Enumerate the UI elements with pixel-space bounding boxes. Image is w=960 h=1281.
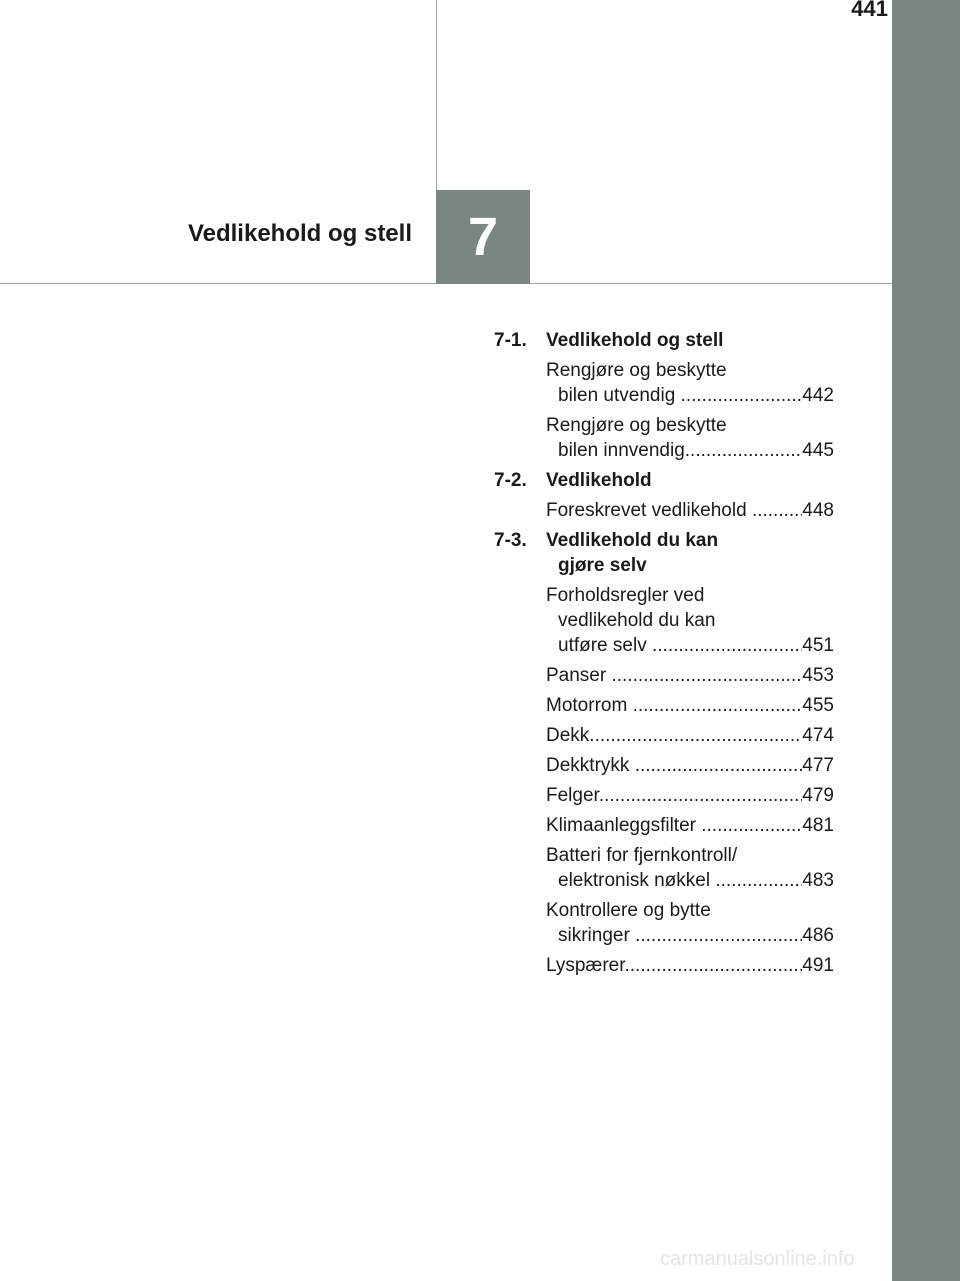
entry-label: utføre selv ..... [558, 633, 802, 658]
toc-entry[interactable] [546, 813, 834, 838]
toc-entry[interactable] [546, 843, 834, 893]
entry-text-line: Forholdsregler ved [546, 585, 705, 606]
entry-last-line [546, 753, 834, 778]
entry-last-line [546, 868, 834, 893]
section-number: 7-3. [494, 530, 527, 551]
entry-page-number: 483 [802, 870, 834, 891]
toc-entry[interactable] [546, 693, 834, 718]
section-heading [494, 528, 834, 578]
toc-entry[interactable] [546, 953, 834, 978]
page-number: 441 [851, 0, 888, 21]
entry-page-number: 481 [802, 815, 834, 836]
table-of-contents [494, 328, 834, 983]
section-number: 7-2. [494, 470, 527, 491]
section-title [546, 528, 718, 578]
entry-label: Lyspærer ..... [546, 953, 802, 978]
entry-last-line [546, 783, 834, 808]
entry-text-line: vedlikehold du kan [558, 610, 716, 631]
chapter-side-tab [892, 0, 960, 1281]
entry-last-line [546, 723, 834, 748]
chapter-title: Vedlikehold og stell [187, 220, 412, 247]
entry-label: bilen innvendig ..... [558, 438, 802, 463]
entry-text-line: Batteri for fjernkontroll/ [546, 845, 738, 866]
entry-page-number: 479 [802, 785, 834, 806]
entry-page-number: 491 [802, 955, 834, 976]
toc-entry[interactable] [546, 583, 834, 658]
entry-text-line: Rengjøre og beskytte [546, 360, 727, 381]
entry-last-line [546, 813, 834, 838]
entry-last-line [546, 693, 834, 718]
entry-last-line [546, 663, 834, 688]
toc-entry[interactable] [546, 358, 834, 408]
entry-label: Klimaanleggsfilter ..... [546, 813, 802, 838]
toc-section [494, 528, 834, 978]
toc-entry[interactable] [546, 413, 834, 463]
entry-page-number: 486 [802, 925, 834, 946]
toc-entry[interactable] [546, 753, 834, 778]
section-title-line: Vedlikehold [546, 470, 652, 491]
entry-label: elektronisk nøkkel ..... [558, 868, 802, 893]
toc-entry[interactable] [546, 663, 834, 688]
section-number: 7-1. [494, 330, 527, 351]
entry-page-number: 448 [802, 500, 834, 521]
section-title-line: Vedlikehold og stell [546, 330, 724, 351]
entry-page-number: 445 [802, 440, 834, 461]
entry-label: Foreskrevet vedlikehold ..... [546, 498, 802, 523]
entry-page-number: 474 [802, 725, 834, 746]
vertical-divider [436, 0, 437, 190]
entry-last-line [546, 923, 834, 948]
entry-last-line [546, 383, 834, 408]
toc-entry[interactable] [546, 498, 834, 523]
entry-label: Dekktrykk ..... [546, 753, 802, 778]
entry-last-line [546, 498, 834, 523]
entry-label: sikringer ..... [558, 923, 802, 948]
entry-last-line [546, 438, 834, 463]
section-title-line: Vedlikehold du kan [546, 530, 719, 551]
section-title [546, 328, 723, 353]
toc-entry[interactable] [546, 898, 834, 948]
entry-text-line: Rengjøre og beskytte [546, 415, 727, 436]
section-heading [494, 468, 834, 493]
toc-section [494, 328, 834, 463]
entry-page-number: 442 [802, 385, 834, 406]
entry-text-line: Kontrollere og bytte [546, 900, 711, 921]
entry-page-number: 453 [802, 665, 834, 686]
toc-entry[interactable] [546, 723, 834, 748]
entry-label: bilen utvendig ..... [558, 383, 802, 408]
entry-label: Motorrom ..... [546, 693, 802, 718]
entry-label: Felger ..... [546, 783, 802, 808]
toc-entry[interactable] [546, 783, 834, 808]
chapter-number-box: 7 [436, 190, 530, 284]
entry-page-number: 455 [802, 695, 834, 716]
entry-page-number: 451 [802, 635, 834, 656]
section-title-line: gjøre selv [558, 555, 647, 576]
section-heading [494, 328, 834, 353]
entry-label: Dekk ..... [546, 723, 802, 748]
entry-last-line [546, 633, 834, 658]
watermark: carmanualsonline.info [660, 1248, 855, 1270]
section-title [546, 468, 652, 493]
entry-last-line [546, 953, 834, 978]
entry-page-number: 477 [802, 755, 834, 776]
toc-section [494, 468, 834, 523]
entry-label: Panser ..... [546, 663, 802, 688]
